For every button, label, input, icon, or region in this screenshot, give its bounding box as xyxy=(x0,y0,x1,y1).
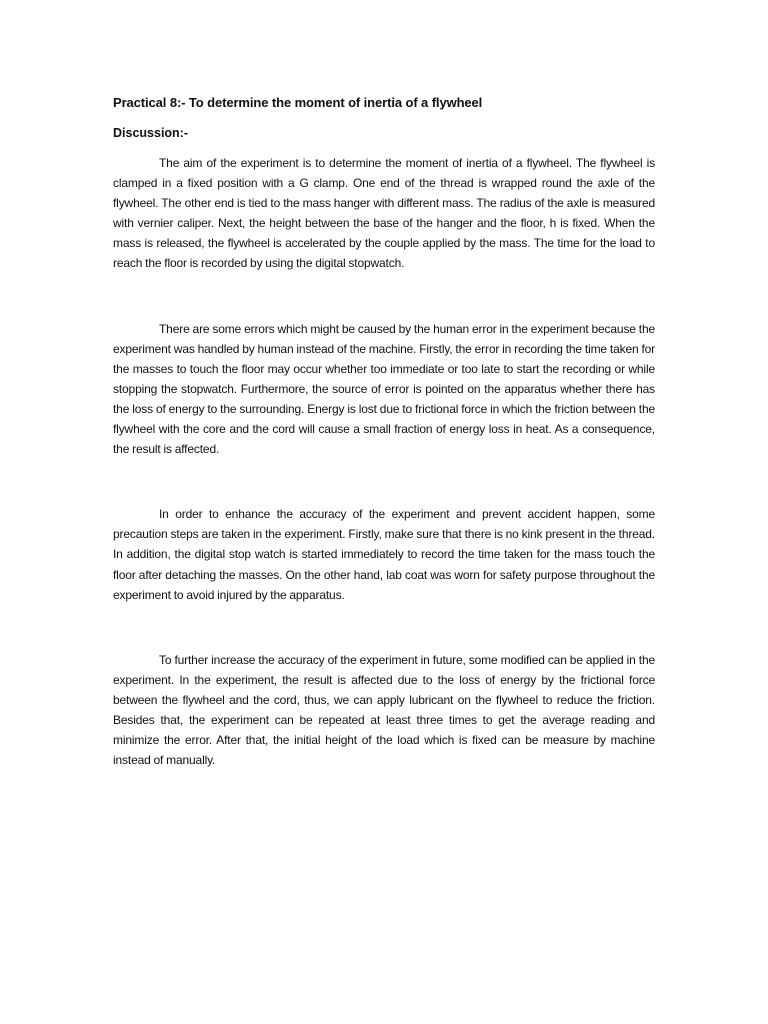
paragraph-aim: The aim of the experiment is to determine the moment of inertia of a flywheel. The flywheel is clamped in a fixed position with a G clamp. One end of the thread is wrapped round the axle of the flywheel. The other end is tied to the mass hanger with different mass. The radius of the axle is measured with vernier caliper. Next, the height between the base of the hanger and the floor, h is fixed. When the mass is released, the flywheel is accelerated by the couple applied by the mass. The time for the load to reach the floor is recorded by using the digital stopwatch. xyxy=(113,156,655,271)
paragraph-precautions: In order to enhance the accuracy of the experiment and prevent accident happen, some precaution steps are taken in the experiment. Firstly, make sure that there is no kink present in the thread. In addition, the digital stop watch is started immediately to record the time taken for the mass touch the floor after detaching the masses. On the other hand, lab coat was worn for safety purpose throughout the experiment to avoid injured by the apparatus. xyxy=(113,507,655,602)
paragraph-improvements: To further increase the accuracy of the experiment in future, some modified can be applied in the experiment. In the experiment, the result is affected due to the loss of energy by the frictional force between the flywheel and the cord, thus, we can apply lubricant on the flywheel to reduce the friction. Besides that, the experiment can be repeated at least three times to get the average reading and minimize the error. After that, the initial height of the load which is fixed can be measure by machine instead of manually. xyxy=(113,652,655,768)
paragraph-errors: There are some errors which might be caused by the human error in the experiment because the experiment was handled by human instead of the machine. Firstly, the error in recording the time taken for the masses to touch the floor may occur whether too immediate or too late to start the recording or while stopping the stopwatch. Furthermore, the source of error is pointed on the apparatus whether there has the loss of energy to the surrounding. Energy is lost due to frictional force in which the friction between the flywheel with the core and the cord will cause a small fraction of energy loss in heat. As a consequence, the result is affected. xyxy=(113,321,655,457)
document-body xyxy=(113,94,655,770)
document-title: Practical 8:- To determine the moment of inertia of a flywheel xyxy=(113,95,483,110)
section-heading: Discussion:- xyxy=(113,126,189,140)
